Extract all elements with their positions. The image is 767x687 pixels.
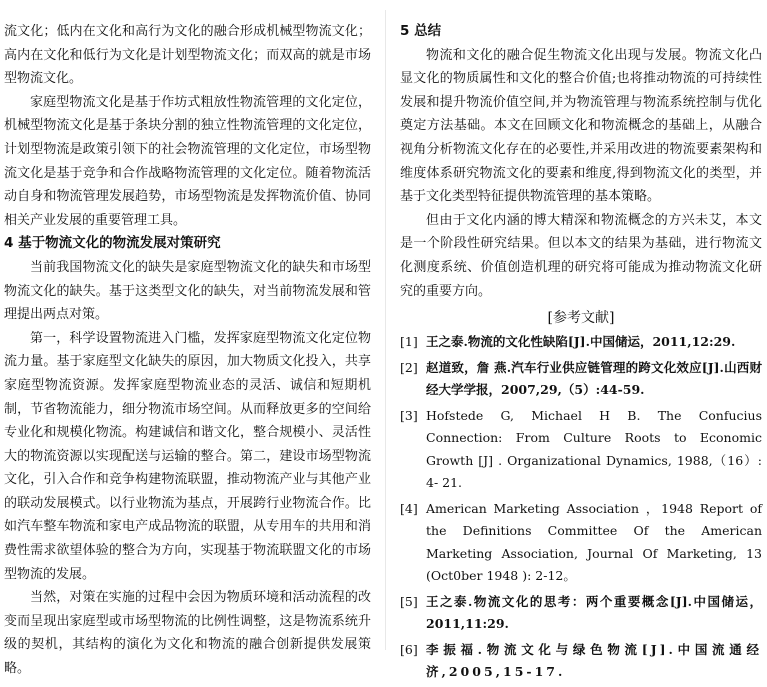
right-column: [400, 20, 762, 687]
reference-number: [1]: [400, 334, 418, 350]
section-heading-5: 5 总结: [400, 23, 442, 39]
section-heading-4: 4 基于物流文化的物流发展对策研究: [4, 235, 221, 252]
reference-number: [5]: [400, 593, 418, 609]
reference-number: [6]: [400, 641, 418, 657]
reference-text: 赵道致，詹 燕.汽车行业供应链管理的跨文化效应[J].山西财经大学学报，2007,29,（5）:44-59.: [426, 359, 762, 398]
references-title: [参考文献]: [547, 310, 615, 327]
paragraph-continued: 流文化；低内在文化和高行为文化的融合形成机械型物流文化；高内在文化和低行为文化是计划型物流文化；而双高的就是市场型物流文化。: [4, 24, 371, 87]
reference-item: [400, 405, 762, 495]
reference-item: [400, 591, 762, 636]
reference-text: 李振福.物流文化与绿色物流[J].中国流通经济,2005,15-17.: [426, 641, 762, 680]
reference-number: [3]: [400, 407, 418, 423]
reference-number: [2]: [400, 359, 418, 375]
paragraph-countermeasures: 第一，科学设置物流进入门槛，发挥家庭型物流文化定位物流力量。基于家庭型文化缺失的原因，加大物质文化投入，共享家庭型物流资源。发挥家庭型物流业态的灵活、诚信和短期机制，节省物流能力，细分物流市场空间。从而释放更多的空间给专业化和规模化物流。构建诚信和谐文化，整合规模小、灵活性大的物流资源以实现配送与运输的整合。第二，建设市场型物流文化，引入合作和竞争构建物流联盟，推动物流产业与其他产业的联动发展模式。以行业物流为基点，开展跨行业物流合作。比如汽车整车物流和家电产成品物流的联盟，从专用车的共用和消费性需求欲望体验的整合为方向，实现基于物流联盟文化的市场型物流的发展。: [4, 330, 371, 582]
left-column: [4, 20, 371, 681]
paragraph-logistics-types: 家庭型物流文化是基于作坊式粗放性物流管理的文化定位，机械型物流文化是基于条块分割的独立性物流管理的文化定位，计划型物流是政策引领下的社会物流管理的文化定位，市场型物流文化是基于竞争和合作战略物流管理的文化定位。随着物流活动自身和物流管理发展趋势，市场型物流是发挥物流价值、协同相关产业发展的重要管理工具。: [4, 94, 371, 228]
reference-item: [400, 357, 762, 402]
reference-number: [4]: [400, 500, 418, 516]
column-divider: [385, 10, 386, 650]
paragraph-summary: 物流和文化的融合促生物流文化出现与发展。物流文化凸显文化的物质属性和文化的整合价值;也将推动物流的可持续性发展和提升物流价值空间,并为物流管理与物流系统控制与优化奠定方法基础。本文在回顾文化和物流概念的基础上，从融合视角分析物流文化存在的必要性,并采用改进的物流要素架构和维度体系研究物流文化的要素和维度,得到物流文化的类型，并基于文化类型特征提供物流管理的基本策略。: [400, 47, 762, 205]
paragraph-implementation: 当然，对策在实施的过程中会因为物质环境和活动流程的改变而呈现出家庭型或市场型物流的比例性调整，这是物流系统升级的契机，其结构的演化为文化和物流的融合创新提供发展策略。: [4, 590, 371, 677]
reference-text: American Marketing Association ，1948 Report of the Definitions Committee Of the American Marketing Association, Journal Of Marketing, 13 (Oct0ber 1948 ): 2-12。: [426, 500, 762, 584]
reference-text: 王之泰.物流文化的思考：两个重要概念[J].中国储运，2011,11:29.: [426, 593, 762, 632]
paragraph-limitations: 但由于文化内涵的博大精深和物流概念的方兴未艾，本文是一个阶段性研究结果。但以本文的结果为基础，进行物流文化测度系统、价值创造机理的研究将可能成为推动物流文化研究的重要方向。: [400, 212, 762, 299]
paragraph-current-deficiency: 当前我国物流文化的缺失是家庭型物流文化的缺失和市场型物流文化的缺失。基于这类型文化的缺失，对当前物流发展和管理提出两点对策。: [4, 259, 371, 323]
reference-item: [400, 639, 762, 684]
reference-item: [400, 498, 762, 588]
reference-text: 王之泰.物流的文化性缺陷[J].中国储运，2011,12:29.: [426, 334, 736, 350]
reference-text: Hofstede G, Michael H B. The Confucius Connection: From Culture Roots to Economic Growth [J] . Organizational Dynamics, 1988,（16）: 4- 21.: [426, 407, 762, 491]
reference-item: [400, 331, 762, 354]
reference-list: [400, 331, 762, 684]
